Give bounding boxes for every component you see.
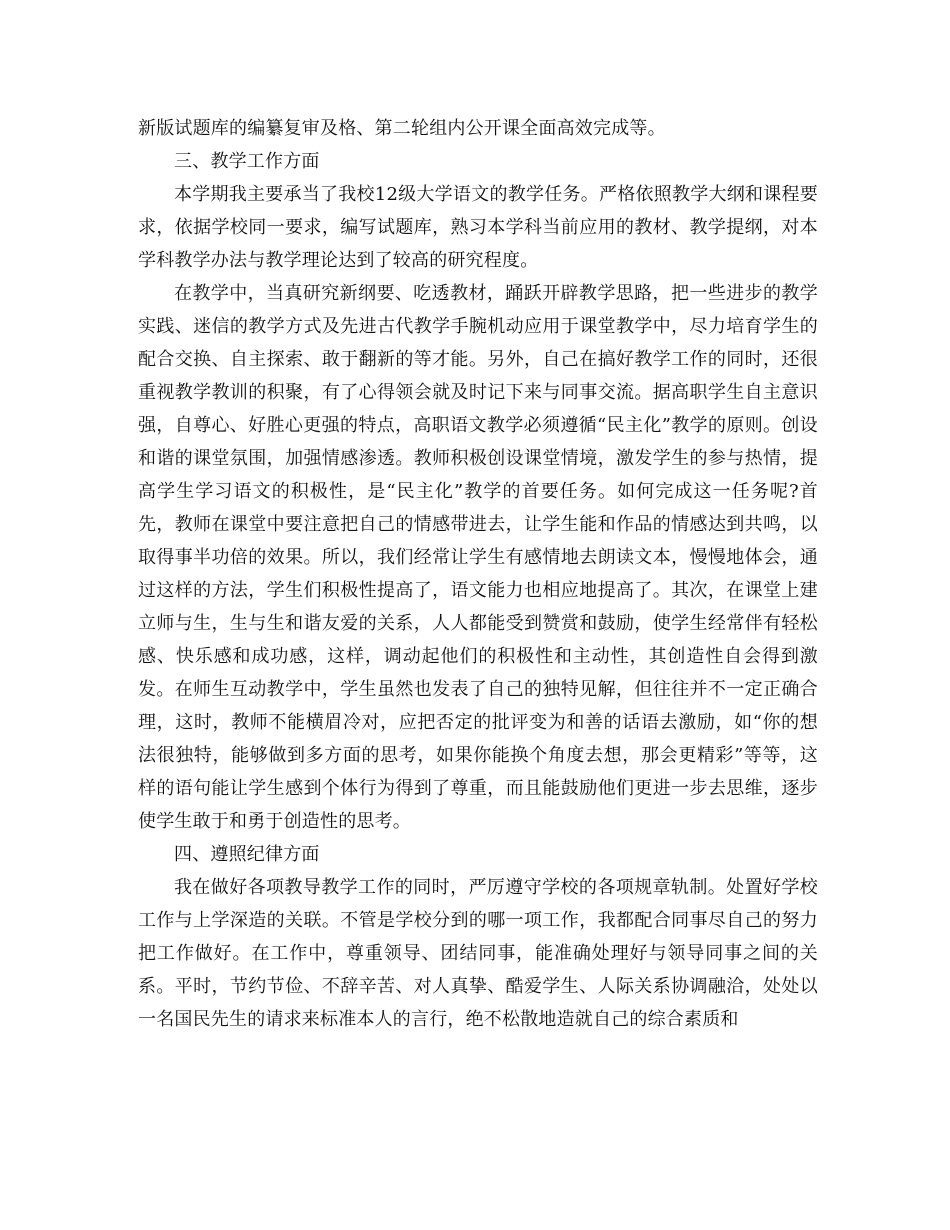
section-heading-teaching: 三、教学工作方面 <box>174 151 320 172</box>
paragraph-discipline: 我在做好各项教导教学工作的同时，严厉遵守学校的各项规章轨制。处置好学校工作与上学深造的关联。不管是学校分到的哪一项工作，我都配合同事尽自己的努力把工作做好。在工作中，尊重领导、团结同事，能准确处理好与领导同事之间的关系。平时，节约节俭、不辞辛苦、对人真挚、酷爱学生、人际关系协调融洽，处处以一名国民先生的请求来标准本人的言行，绝不松散地造就自己的综合素质和 <box>138 877 818 1030</box>
paragraph-teaching-duties: 本学期我主要承当了我校12级大学语文的教学任务。严格依照教学大纲和课程要求，依据学校同一要求，编写试题库，熟习本学科当前应用的教材、教学提纲，对本学科教学办法与教学理论达到了较高的研究程度。 <box>138 184 818 271</box>
paragraph-teaching-methods: 在教学中，当真研究新纲要、吃透教材，踊跃开辟教学思路，把一些进步的教学实践、迷信的教学方式及先进古代教学手腕机动应用于课堂教学中，尽力培育学生的配合交换、自主探索、敢于翻新的等才能。另外，自己在搞好教学工作的同时，还很重视教学教训的积聚，有了心得领会就及时记下来与同事交流。据高职学生自主意识强，自尊心、好胜心更强的特点，高职语文教学必须遵循“民主化”教学的原则。创设和谐的课堂氛围，加强情感渗透。教师积极创设课堂情境，激发学生的参与热情，提高学生学习语文的积极性，是“民主化”教学的首要任务。如何完成这一任务呢?首先，教师在课堂中要注意把自己的情感带进去，让学生能和作品的情感达到共鸣，以取得事半功倍的效果。所以，我们经常让学生有感情地去朗读文本，慢慢地体会，通过这样的方法，学生们积极性提高了，语文能力也相应地提高了。其次，在课堂上建立师与生，生与生和谐友爱的关系，人人都能受到赞赏和鼓励，使学生经常伴有轻松感、快乐感和成功感，这样，调动起他们的积极性和主动性，其创造性自会得到激发。在师生互动教学中，学生虽然也发表了自己的独特见解，但往往并不一定正确合理，这时，教师不能横眉冷对，应把否定的批评变为和善的话语去激励，如“你的想法很独特，能够做到多方面的思考，如果你能换个角度去想，那会更精彩”等等，这样的语句能让学生感到个体行为得到了尊重，而且能鼓励他们更进一步去思维，逐步使学生敢于和勇于创造性的思考。 <box>138 283 818 832</box>
paragraph-continuation: 新版试题库的编纂复审及格、第二轮组内公开课全面高效完成等。 <box>138 118 666 139</box>
section-heading-discipline: 四、遵照纪律方面 <box>174 844 320 865</box>
document-body <box>138 112 818 1036</box>
